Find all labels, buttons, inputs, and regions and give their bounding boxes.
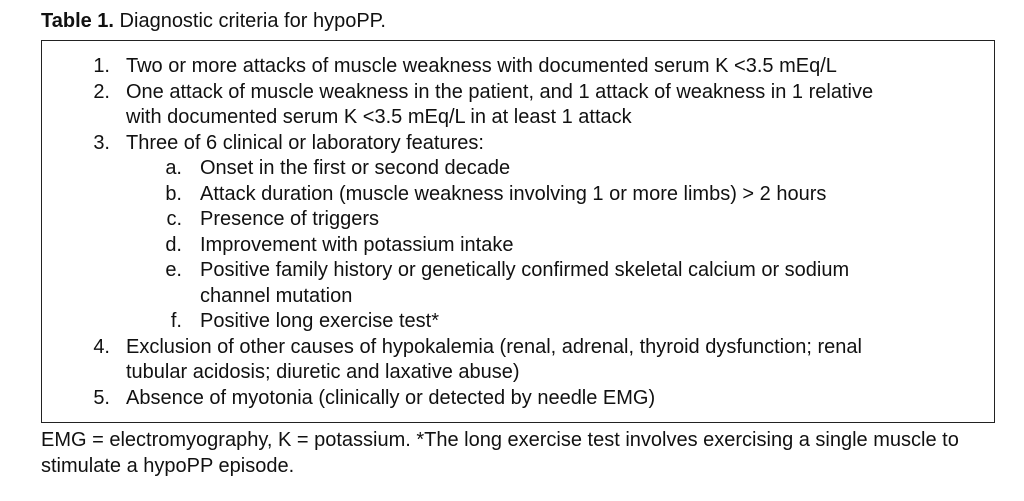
sub-criterion-text: Onset in the first or second decade — [200, 157, 511, 179]
criterion-marker: 2. — [93, 80, 110, 103]
criterion-text: with documented serum K <3.5 mEq/L in at least 1 attack — [126, 106, 632, 128]
criterion-text: Exclusion of other causes of hypokalemia (renal, adrenal, thyroid dysfunction; renal — [126, 335, 862, 358]
criterion-text: Absence of myotonia (clinically or detected by needle EMG) — [126, 386, 656, 409]
sub-criterion-text: Presence of triggers — [200, 208, 379, 230]
sub-criterion-marker: d. — [165, 233, 182, 256]
sub-criterion-text: Positive long exercise test* — [200, 310, 440, 332]
criterion-marker: 5. — [93, 386, 110, 409]
criterion-text: One attack of muscle weakness in the patient, and 1 attack of weakness in 1 relative — [126, 80, 874, 103]
criterion-text: Three of 6 clinical or laboratory features: — [126, 131, 484, 154]
sub-criterion-text: channel mutation — [200, 284, 353, 307]
criterion-marker: 1. — [93, 55, 110, 77]
table-footnote: EMG = electromyography, K = potassium. *The long exercise test involves exercising a single muscle to stimulate a hypoPP episode. — [41, 429, 959, 477]
criterion-marker: 4. — [93, 335, 110, 358]
sub-criterion-text: Positive family history or genetically confirmed skeletal calcium or sodium — [200, 259, 850, 281]
sub-criterion-text: Improvement with potassium intake — [200, 233, 514, 256]
criterion-text: tubular acidosis; diuretic and laxative abuse) — [126, 361, 520, 383]
sub-criterion-text: Attack duration (muscle weakness involving 1 or more limbs) > 2 hours — [200, 182, 827, 205]
sub-criterion-marker: b. — [165, 182, 182, 205]
criterion-marker: 3. — [93, 131, 110, 154]
sub-criterion-marker: e. — [165, 259, 182, 281]
table-caption-text: Diagnostic criteria for hypoPP. — [114, 10, 386, 32]
table-caption-label: Table 1. — [41, 10, 114, 32]
sub-criterion-marker: f. — [170, 310, 182, 332]
criteria-table — [41, 40, 995, 423]
table-caption — [41, 8, 386, 34]
sub-criterion-marker: c. — [166, 208, 182, 230]
sub-criterion-marker: a. — [165, 157, 182, 179]
criterion-text: Two or more attacks of muscle weakness with documented serum K <3.5 mEq/L — [126, 55, 837, 77]
